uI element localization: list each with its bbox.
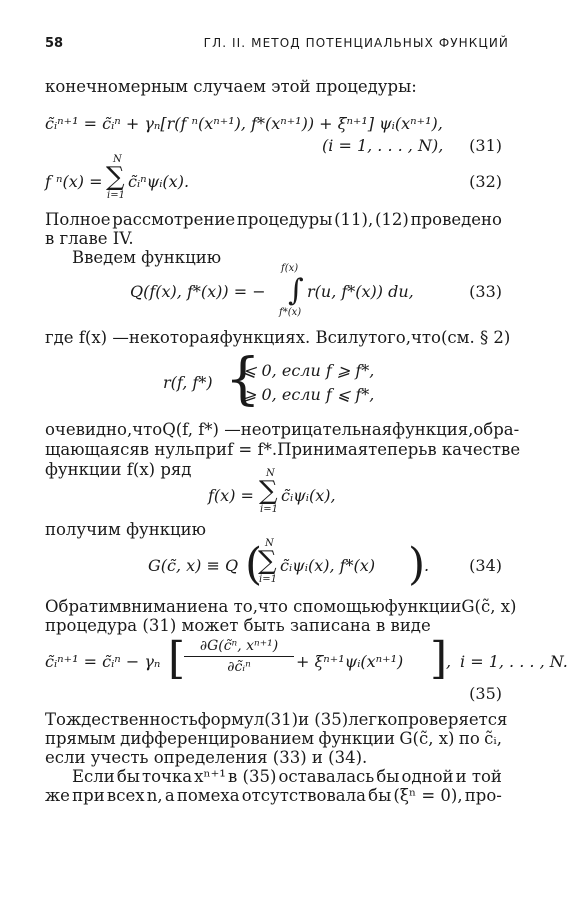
word: функции xyxy=(384,597,462,616)
paragraph-line: процедура (31) может быть записана в виде xyxy=(45,616,431,635)
word: прямым xyxy=(45,729,116,748)
sum-upper-limit: N xyxy=(265,538,274,549)
word: n, xyxy=(146,786,163,805)
sum-upper-limit: N xyxy=(113,154,122,165)
word: же xyxy=(45,786,70,805)
right-paren: ) xyxy=(408,539,426,590)
fraction-denominator: ∂c̃ᵢⁿ xyxy=(227,659,251,675)
word: обра- xyxy=(473,420,520,439)
paragraph-line: функции f(x) ряд xyxy=(45,460,192,479)
word: на то, xyxy=(207,597,258,616)
sum-upper-limit: N xyxy=(266,468,275,479)
equation-31-line2: (i = 1, . . . , N), xyxy=(322,136,444,155)
word: и (35) xyxy=(298,710,349,729)
word: f = f*. xyxy=(227,440,278,459)
paragraph-line: если учесть определения (33) и (34). xyxy=(45,748,368,767)
word: в (35) xyxy=(228,767,277,786)
word: (31) xyxy=(264,710,299,729)
word: функция, xyxy=(392,420,474,439)
word: при xyxy=(194,440,228,459)
sum-sign: ∑ xyxy=(258,546,277,576)
word: формул xyxy=(197,710,265,729)
word: проверяется xyxy=(397,710,508,729)
left-paren: ( xyxy=(245,539,263,590)
word: xⁿ⁺¹ xyxy=(194,767,226,786)
equation-number: (31) xyxy=(469,136,502,155)
word: одной xyxy=(401,767,454,786)
page-number: 58 xyxy=(45,36,64,51)
integral-upper-limit: f(x) xyxy=(281,263,299,274)
series-lhs: f(x) = xyxy=(208,486,254,505)
sum-lower-limit: i=1 xyxy=(259,574,277,585)
fraction-numerator: ∂G(c̃ⁿ, xⁿ⁺¹) xyxy=(184,638,294,657)
equation-32-rhs: c̃ᵢⁿψᵢ(x). xyxy=(128,172,190,191)
word: помощью xyxy=(302,597,385,616)
word: силу xyxy=(327,328,369,347)
word: что xyxy=(132,420,163,439)
word: теперь xyxy=(368,440,428,459)
left-bracket: [ xyxy=(168,633,186,684)
word: бы xyxy=(116,767,140,786)
fraction xyxy=(184,638,294,675)
word: неотрицательная xyxy=(240,420,393,439)
case-line-1: ⩽ 0, если f ⩾ f*, xyxy=(243,361,375,380)
word: бы xyxy=(376,767,400,786)
word: Q(f, f*) — xyxy=(162,420,241,439)
word: по xyxy=(458,729,480,748)
word: проведено xyxy=(410,210,502,229)
equation-number: (35) xyxy=(469,684,502,703)
word: при xyxy=(72,786,105,805)
paragraph-line xyxy=(45,328,511,348)
sum-lower-limit: i=1 xyxy=(107,190,125,201)
word: функции xyxy=(318,729,395,748)
word: некоторая xyxy=(128,328,220,347)
word: (ξⁿ = 0), xyxy=(393,786,463,805)
equation-32-lhs: f ⁿ(x) = xyxy=(45,172,103,191)
word: Тождественность xyxy=(45,710,198,729)
equation-35-rest: + ξⁿ⁺¹ψᵢ(xⁿ⁺¹) xyxy=(296,652,404,671)
word: отсутствовала xyxy=(241,786,366,805)
paragraph-line xyxy=(72,767,502,787)
word: точка xyxy=(141,767,193,786)
paragraph-line xyxy=(45,729,502,749)
paragraph-line: получим функцию xyxy=(45,520,207,539)
paragraph-line xyxy=(45,786,502,806)
equation-33-lhs: Q(f(x), f*(x)) = − xyxy=(130,282,266,301)
sum-sign: ∑ xyxy=(106,162,125,192)
word: где f(x) — xyxy=(45,328,129,347)
word: в качестве xyxy=(427,440,521,459)
equation-number: (33) xyxy=(469,282,502,301)
word: очевидно, xyxy=(45,420,133,439)
equation-34-lhs: G(c̃, x) ≡ Q xyxy=(148,556,239,575)
word: помеха xyxy=(176,786,240,805)
paragraph-line: конечномерным случаем этой процедуры: xyxy=(45,77,417,96)
word: функция xyxy=(219,328,296,347)
chapter-title: ГЛ. II. МЕТОД ПОТЕНЦИАЛЬНЫХ ФУНКЦИЙ xyxy=(203,36,509,50)
word: Обратим xyxy=(45,597,122,616)
equation-34-end: . xyxy=(424,556,430,575)
case-lhs: r(f, f*) xyxy=(163,373,213,392)
equation-31-line1: c̃ᵢⁿ⁺¹ = c̃ᵢⁿ + γₙ[r(f ⁿ(xⁿ⁺¹), f*(xⁿ⁺¹)) + ξⁿ⁺¹] ψᵢ(xⁿ⁺¹), xyxy=(45,114,443,133)
word: в нуль xyxy=(139,440,195,459)
equation-34-rhs: c̃ᵢψᵢ(x), f*(x) xyxy=(280,556,376,575)
left-brace: { xyxy=(225,347,261,412)
sum-lower-limit: i=1 xyxy=(260,504,278,515)
word: про- xyxy=(464,786,502,805)
word: (см. § 2) xyxy=(440,328,511,347)
paragraph-line xyxy=(45,710,508,730)
word: что xyxy=(410,328,441,347)
paragraph-line xyxy=(45,440,521,460)
paragraph-line: в главе IV. xyxy=(45,229,134,248)
word: c̃ᵢ, xyxy=(484,729,502,748)
equation-33-rhs: r(u, f*(x)) du, xyxy=(307,282,414,301)
paragraph-line xyxy=(45,420,520,440)
equation-35-lhs: c̃ᵢⁿ⁺¹ = c̃ᵢⁿ − γₙ xyxy=(45,652,161,671)
sum-sign: ∑ xyxy=(259,476,278,506)
word: Полное xyxy=(45,210,111,229)
word: процедуры xyxy=(236,210,333,229)
word: (12) xyxy=(374,210,409,229)
word: G(c̃, x) xyxy=(399,729,455,748)
word: рассмотрение xyxy=(112,210,236,229)
word: Если xyxy=(72,767,115,786)
word: Принимая xyxy=(277,440,369,459)
word: и той xyxy=(455,767,502,786)
integral-sign: ∫ xyxy=(288,273,304,308)
word: внимание xyxy=(121,597,208,616)
paragraph-line xyxy=(45,210,502,230)
word: того, xyxy=(368,328,411,347)
word: щающаяся xyxy=(45,440,140,459)
right-bracket: ] xyxy=(430,633,448,684)
paragraph-line: Введем функцию xyxy=(72,248,222,267)
equation-35-tail: i = 1, . . . , N. xyxy=(460,652,568,671)
integral-lower-limit: f*(x) xyxy=(279,307,302,318)
equation-number: (34) xyxy=(469,556,502,575)
equation-35-comma: , xyxy=(446,652,452,671)
equation-number: (32) xyxy=(469,172,502,191)
word: оставалась xyxy=(278,767,375,786)
case-line-2: ⩾ 0, если f ⩽ f*, xyxy=(243,385,375,404)
word: G(c̃, x) xyxy=(461,597,517,616)
word: что с xyxy=(257,597,303,616)
word: а xyxy=(164,786,175,805)
series-rhs: c̃ᵢψᵢ(x), xyxy=(281,486,336,505)
word: дифференцированием xyxy=(120,729,315,748)
word: бы xyxy=(368,786,392,805)
paragraph-line xyxy=(45,597,517,617)
word: легко xyxy=(348,710,398,729)
word: x. В xyxy=(295,328,328,347)
word: (11), xyxy=(334,210,374,229)
word: всех xyxy=(106,786,145,805)
